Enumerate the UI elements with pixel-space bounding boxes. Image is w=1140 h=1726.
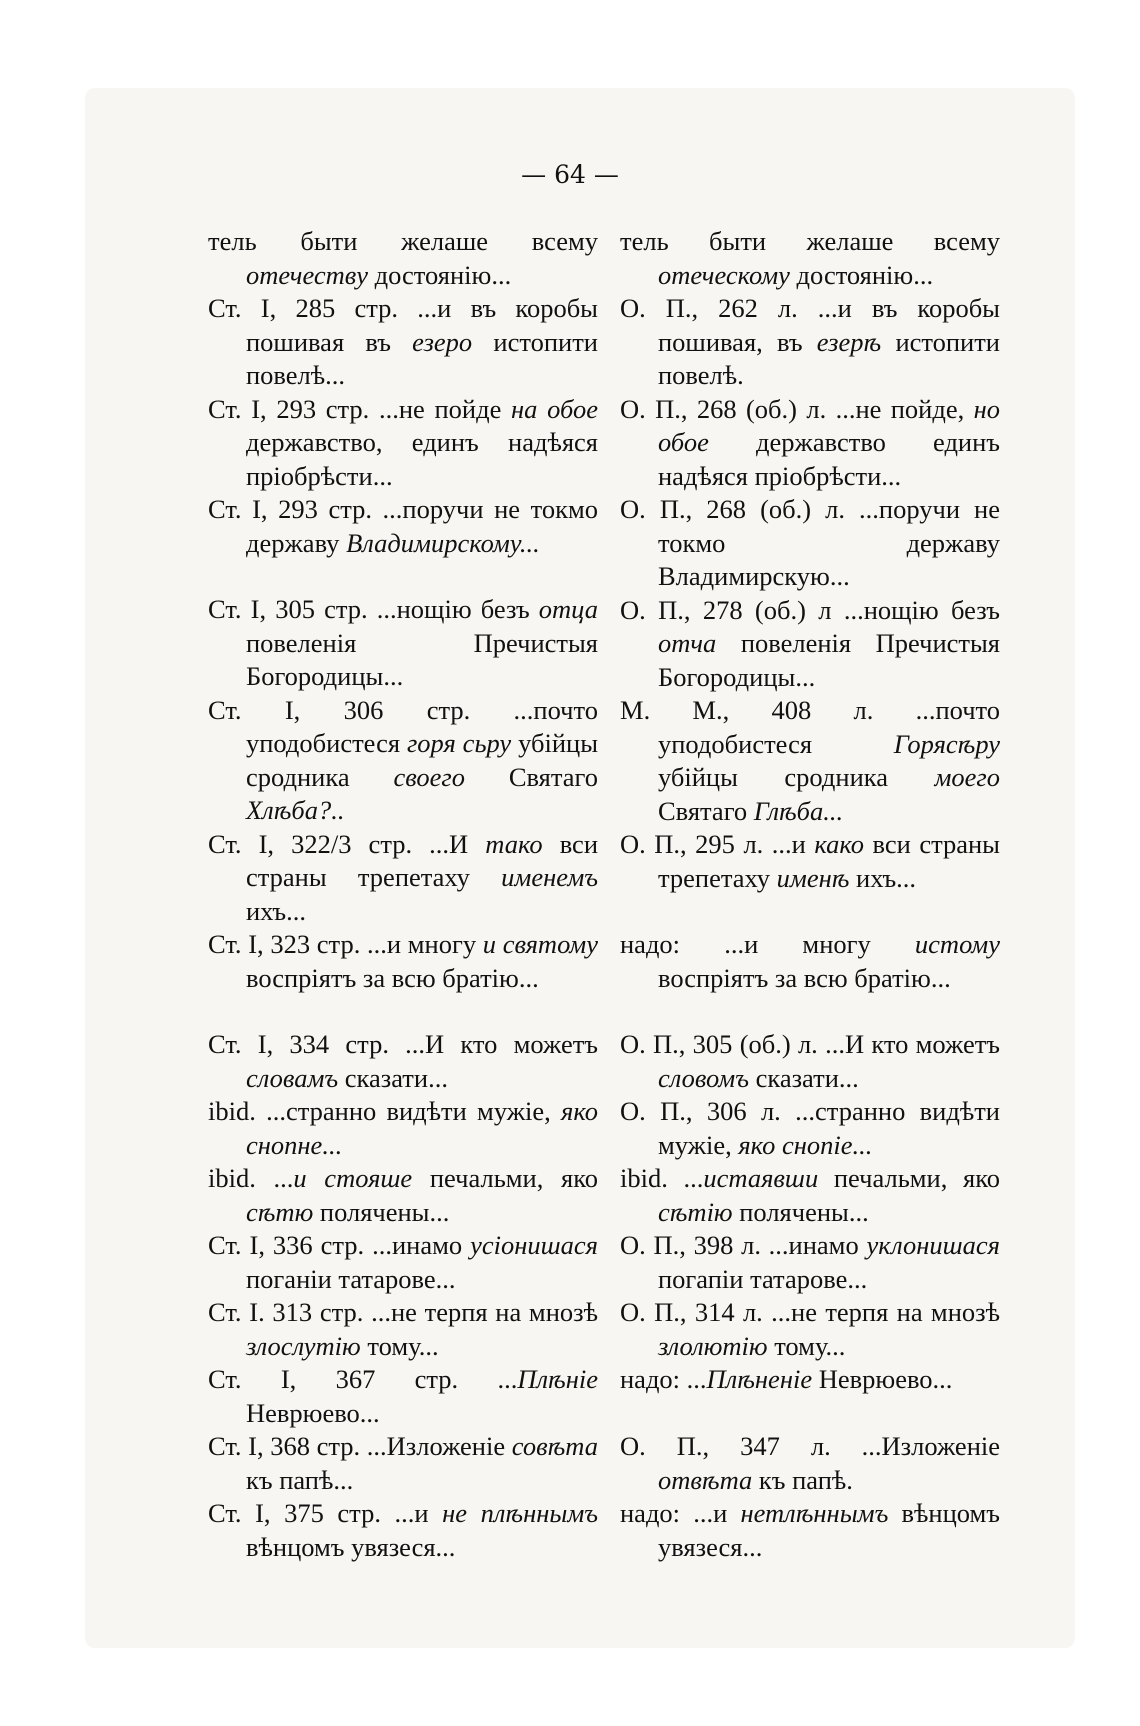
right-entry xyxy=(620,1095,1000,1162)
left-entry xyxy=(208,828,598,929)
text-segment: Ст. I, 334 стр. ...И кто можетъ xyxy=(208,1029,598,1059)
right-entry xyxy=(620,928,1000,1028)
text-segment: вѣнцомъ увязеся... xyxy=(246,1531,456,1562)
text-segment: О. П., 306 л. ...странно видѣти мужіе, xyxy=(620,1096,1000,1160)
text-segment: достоянію... xyxy=(789,259,934,290)
right-entry xyxy=(620,594,1000,695)
text-segment: Ст. I, 305 стр. ...нощію безъ xyxy=(208,594,539,624)
text-segment: тому... xyxy=(767,1330,846,1361)
text-segment: къ папѣ. xyxy=(752,1464,853,1495)
text-segment: О. П., 347 л. ...Изложеніе xyxy=(620,1431,1000,1461)
text-segment: Неврюево... xyxy=(812,1364,953,1394)
text-segment: погапіи татарове... xyxy=(658,1263,868,1294)
text-segment: ibid. ... xyxy=(208,1163,294,1193)
text-segment: истопити повелѣ. xyxy=(658,326,1000,390)
right-entry xyxy=(620,1363,1000,1430)
right-entry xyxy=(620,1229,1000,1296)
left-entry xyxy=(208,928,598,1028)
text-segment: поганіи татарове... xyxy=(246,1263,456,1294)
right-column xyxy=(620,225,1000,1564)
text-segment: Ст. I, 322/3 стр. ...И xyxy=(208,828,486,859)
italic-text: отца xyxy=(538,594,598,624)
text-segment: убійцы сродника xyxy=(658,762,935,792)
left-entry xyxy=(208,1028,598,1095)
right-entry xyxy=(620,828,1000,928)
text-segment: Ст. I, 375 стр. ...и xyxy=(208,1498,443,1528)
right-entry xyxy=(620,1162,1000,1229)
left-entry xyxy=(208,493,598,593)
text-segment: О. П., 295 л. ...и xyxy=(620,829,815,859)
left-entry xyxy=(208,1229,598,1296)
text-segment: Ст. I, 293 стр. ...поручи не токмо державу xyxy=(208,494,598,558)
text-segment: сказати... xyxy=(748,1062,859,1093)
text-segment: Ст. I, 323 стр. ...и многу xyxy=(208,929,483,959)
text-segment: вѣнцомъ увязеся... xyxy=(658,1498,1000,1562)
italic-text: Владимирскому... xyxy=(346,527,540,558)
text-segment: надо: ...и xyxy=(620,1498,741,1528)
italic-text: сѣтію xyxy=(658,1196,733,1227)
text-segment: Неврюево... xyxy=(246,1397,380,1428)
italic-text: уклонишася xyxy=(866,1230,1000,1260)
text-segment: О. П., 398 л. ...инамо xyxy=(620,1230,867,1260)
italic-text: истому xyxy=(914,929,1000,959)
italic-text: Плѣненіе xyxy=(706,1364,813,1394)
italic-text: злослутію xyxy=(246,1330,361,1361)
right-entry xyxy=(620,292,1000,393)
italic-text: яко снопіе... xyxy=(738,1129,873,1160)
right-entry xyxy=(620,493,1000,594)
right-entry xyxy=(620,1028,1000,1095)
text-segment: Ст. I, 285 стр. ...и въ коробы пошивая въ xyxy=(208,293,598,357)
text-segment: Ст. I, 367 стр. ... xyxy=(208,1364,518,1394)
text-segment: вси страны трепетаху xyxy=(246,828,598,892)
text-segment: О. П., 268 (об.) л. ...поручи не токмо державу Владимирскую... xyxy=(620,494,1000,591)
text-segment: Ст. I, 306 стр. ...почто уподобистеся xyxy=(208,694,598,758)
left-entry xyxy=(208,1497,598,1564)
text-segment: тель быти желаше всему xyxy=(208,226,598,256)
text-segment: Ст. I, 293 стр. ...не пойде xyxy=(208,393,512,424)
italic-text: совѣта xyxy=(511,1431,598,1461)
italic-text: како xyxy=(814,829,864,859)
text-segment: Святаго xyxy=(464,761,598,792)
text-segment: повеленія Пречистыя Богородицы... xyxy=(658,628,1000,692)
left-entry xyxy=(208,1296,598,1363)
italic-text: злолютію xyxy=(658,1330,768,1361)
text-segment: Ст. I. 313 стр. ...не терпя на мнозѣ xyxy=(208,1297,598,1327)
italic-text: езеро xyxy=(412,326,473,357)
text-segment: надо: ... xyxy=(620,1364,707,1394)
italic-text: яко снопне... xyxy=(246,1096,598,1160)
text-segment: державство единъ надѣяся пріобрѣсти... xyxy=(658,427,1000,491)
text-segment: достоянію... xyxy=(368,259,512,290)
text-segment: печальми, яко xyxy=(412,1163,598,1193)
text-segment: полячены... xyxy=(313,1196,450,1227)
text-segment: вси страны трепетаху xyxy=(658,829,1000,893)
page-number: — 64 — xyxy=(521,160,619,189)
text-segment: повеленія Пречистыя Богородицы... xyxy=(246,627,598,691)
italic-text: своего xyxy=(393,761,465,792)
right-entry xyxy=(620,1497,1000,1564)
right-entry xyxy=(620,694,1000,828)
text-segment: истопити повелѣ... xyxy=(246,326,598,390)
left-column xyxy=(208,225,598,1564)
text-segment: О. П., 305 (об.) л. ...И кто можетъ xyxy=(620,1029,1000,1059)
italic-text: отвѣта xyxy=(658,1464,753,1495)
italic-text: отечеству xyxy=(246,259,369,290)
right-entry xyxy=(620,1296,1000,1363)
text-segment: ibid. ...странно видѣти мужіе, xyxy=(208,1096,562,1126)
italic-text: и святому xyxy=(482,929,598,959)
italic-text: словомъ xyxy=(658,1062,749,1093)
text-segment: полячены... xyxy=(732,1196,869,1227)
italic-text: отеческому xyxy=(658,259,790,290)
text-segment: сказати... xyxy=(338,1062,448,1093)
left-entry xyxy=(208,593,598,694)
left-entry xyxy=(208,1363,598,1430)
left-entry xyxy=(208,393,598,494)
italic-text: моего xyxy=(934,762,1000,792)
italic-text: нетлѣннымъ xyxy=(740,1498,889,1528)
text-segment: державство, единъ надѣяся пріобрѣсти... xyxy=(246,427,598,491)
italic-text: Хлѣба?.. xyxy=(246,795,345,825)
text-segment: убійцы сродника xyxy=(246,728,599,792)
italic-text: Горясѣру xyxy=(893,728,1000,759)
italic-text: тако xyxy=(485,828,543,859)
italic-text: горя сьру xyxy=(406,728,512,758)
italic-text: не плѣннымъ xyxy=(442,1498,598,1528)
italic-text: отча xyxy=(658,628,717,658)
text-segment: къ папѣ... xyxy=(246,1464,354,1495)
left-entry xyxy=(208,694,598,828)
italic-text: Глѣба... xyxy=(753,795,844,826)
text-segment: М. М., 408 л. ...почто уподобистеся xyxy=(620,695,1000,759)
left-entry xyxy=(208,292,598,393)
right-entry xyxy=(620,1430,1000,1497)
italic-text: словамъ xyxy=(246,1062,339,1093)
left-entry xyxy=(208,1430,598,1497)
text-segment: О. П., 278 (об.) л ...нощію безъ xyxy=(620,594,1000,625)
text-segment: ихъ... xyxy=(849,862,917,893)
text-segment: О. П., 262 л. ...и въ коробы пошивая, въ xyxy=(620,293,1000,357)
left-entry xyxy=(208,1095,598,1162)
italic-text: на обое xyxy=(511,393,598,424)
text-segment: воспріятъ за всю братію... xyxy=(246,962,539,993)
text-segment: Ст. I, 368 стр. ...Изложеніе xyxy=(208,1431,512,1461)
italic-text: езерѣ xyxy=(816,326,882,357)
text-segment: Ст. I, 336 стр. ...инамо xyxy=(208,1230,471,1260)
right-entry xyxy=(620,225,1000,292)
italic-text: именемъ xyxy=(501,862,598,892)
text-segment: О. П., 314 л. ...не терпя на мнозѣ xyxy=(620,1297,1000,1327)
italic-text: усіонишася xyxy=(470,1230,598,1260)
text-segment: ихъ... xyxy=(246,895,307,926)
italic-text: но обое xyxy=(658,393,1000,457)
text-segment: воспріятъ за всю братію... xyxy=(658,962,951,993)
text-segment: тель быти желаше всему xyxy=(620,226,1000,256)
italic-text: сѣтю xyxy=(246,1196,314,1227)
right-entry xyxy=(620,393,1000,494)
italic-text: Плѣніе xyxy=(517,1364,598,1394)
left-entry xyxy=(208,225,598,292)
text-segment: надо: ...и многу xyxy=(620,929,915,959)
text-segment: Святаго xyxy=(658,795,754,826)
italic-text: именѣ xyxy=(776,862,850,893)
italic-text: и стояше xyxy=(293,1163,413,1193)
text-segment: печальми, яко xyxy=(818,1163,1000,1193)
text-segment: О. П., 268 (об.) л. ...не пойде, xyxy=(620,393,974,424)
left-entry xyxy=(208,1162,598,1229)
italic-text: истаявши xyxy=(703,1163,819,1193)
text-segment: ibid. ... xyxy=(620,1163,704,1193)
text-segment: тому... xyxy=(360,1330,439,1361)
